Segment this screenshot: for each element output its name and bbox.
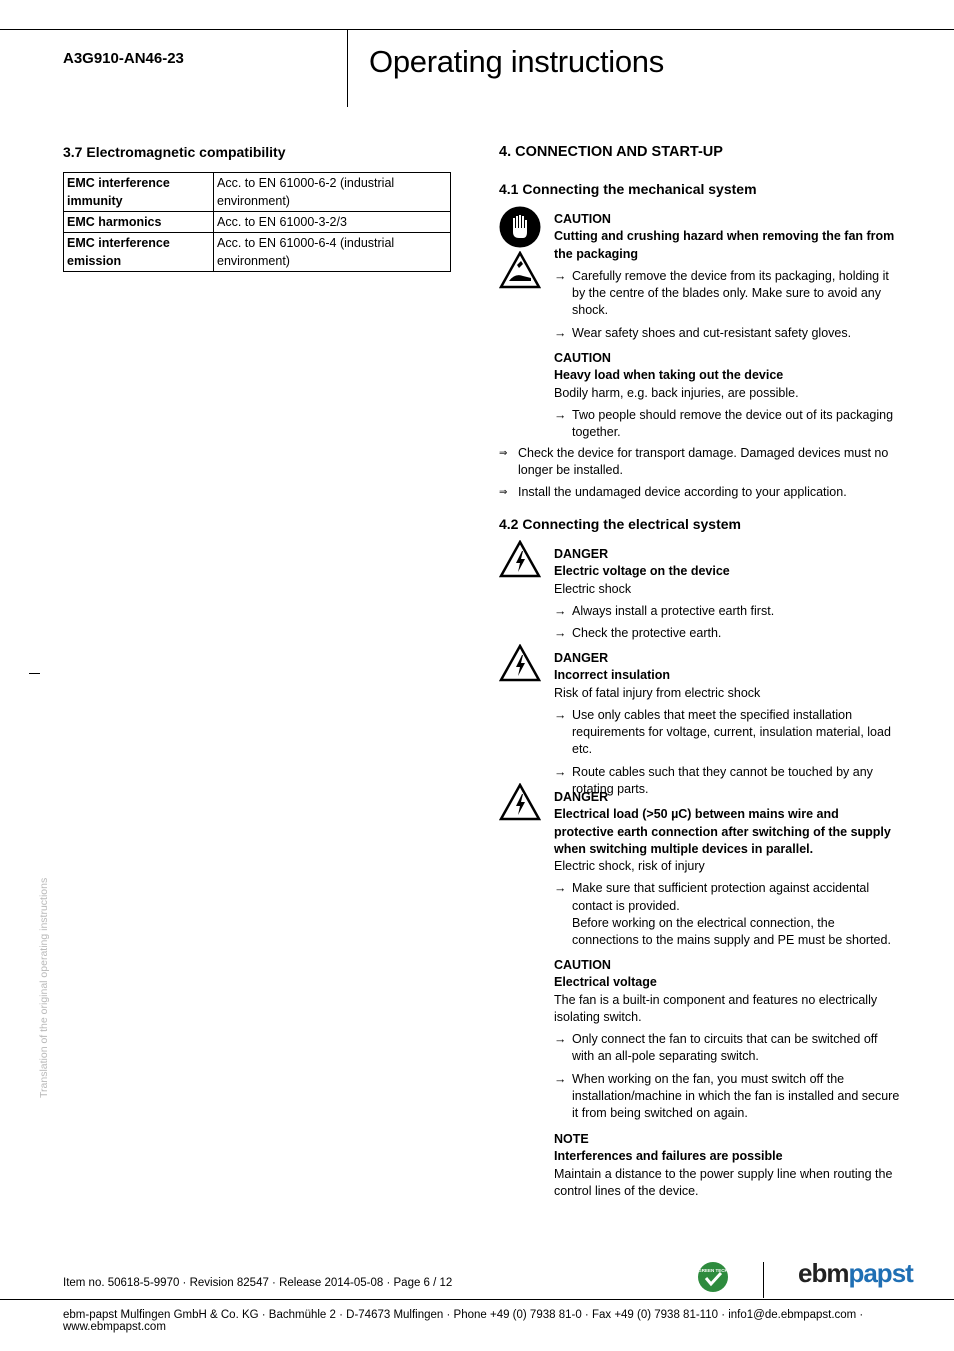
caution-text: Bodily harm, e.g. back injuries, are possible. — [554, 385, 799, 400]
caution-cutting-block — [554, 211, 900, 342]
caution-electrical-voltage-block — [554, 957, 900, 1123]
model-number: A3G910-AN46-23 — [63, 50, 184, 67]
instruction-item: → Use only cables that meet the specified installation requirements for voltage, current, insulation material, load etc. — [554, 707, 900, 759]
table-cell-key: EMC harmonics — [64, 212, 214, 233]
section-heading-electrical: 4.2 Connecting the electrical system — [499, 516, 741, 532]
instruction-item: → Carefully remove the device from its packaging, holding it by the centre of the blades only. Make sure to avoid any shock. — [554, 268, 900, 320]
footer-rule — [0, 1299, 954, 1300]
caution-subtitle: Cutting and crushing hazard when removing the fan from the packaging — [554, 229, 895, 261]
table-cell-key: EMC interference emission — [64, 233, 214, 272]
caution-heavy-block — [554, 350, 900, 441]
brand-logo-part: ebm — [798, 1258, 849, 1288]
caution-label: CAUTION — [554, 351, 611, 365]
instruction-item: → Wear safety shoes and cut-resistant safety gloves. — [554, 325, 900, 342]
instruction-item: → Make sure that sufficient protection against accidental contact is provided. — [554, 880, 900, 915]
table-cell-key: EMC interference immunity — [64, 173, 214, 212]
hand-crush-warning-icon — [499, 251, 541, 289]
danger-electrical-load-block — [554, 789, 900, 950]
side-note: Translation of the original operating instructions — [38, 877, 50, 1098]
high-voltage-warning-icon — [499, 783, 541, 821]
danger-voltage-block — [554, 546, 900, 642]
caution-label: CAUTION — [554, 958, 611, 972]
instruction-item: → Route cables such that they cannot be touched by any rotating parts. — [554, 764, 900, 799]
footer-item-line: Item no. 50618-5-9970 · Revision 82547 · Release 2014-05-08 · Page 6 / 12 — [63, 1277, 453, 1289]
danger-subtitle: Incorrect insulation — [554, 668, 670, 683]
caution-subtitle: Heavy load when taking out the device — [554, 368, 784, 383]
caution-label: CAUTION — [554, 212, 611, 226]
check-item: ⇒ Check the device for transport damage. Damaged devices must no longer be installed. — [499, 445, 899, 480]
page-title: Operating instructions — [369, 44, 664, 79]
caution-text: The fan is a built-in component and features no electrically isolating switch. — [554, 992, 878, 1024]
header-divider — [347, 29, 348, 107]
table-cell-value: Acc. to EN 61000-6-4 (industrial environment) — [214, 233, 451, 272]
danger-text: Risk of fatal injury from electric shock — [554, 685, 761, 700]
instruction-item: → Two people should remove the device out of its packaging together. — [554, 407, 900, 442]
danger-subtitle: Electrical load (>50 µC) between mains wire and protective earth connection after switching of the supply when switching multiple devices in parallel. — [554, 807, 891, 856]
check-item: ⇒ Install the undamaged device according to your application. — [499, 484, 899, 501]
instruction-item-continued: Before working on the electrical connection, the connections to the mains supply and PE must be shorted. — [572, 916, 891, 948]
instruction-item: → When working on the fan, you must switch off the installation/machine in which the fan is installed and secure it from being switched on again. — [554, 1071, 900, 1123]
brand-logo-part: papst — [848, 1258, 913, 1288]
section-heading-emc: 3.7 Electromagnetic compatibility — [63, 144, 286, 160]
danger-text: Electric shock, risk of injury — [554, 859, 705, 874]
danger-text: Electric shock — [554, 581, 632, 596]
footer-divider — [763, 1262, 764, 1298]
section-heading-mechanical: 4.1 Connecting the mechanical system — [499, 181, 757, 197]
gloves-icon — [499, 206, 541, 248]
chapter-heading: 4. CONNECTION AND START-UP — [499, 144, 723, 160]
instruction-item: → Only connect the fan to circuits that can be switched off with an all-pole separating switch. — [554, 1031, 900, 1066]
green-tech-logo — [698, 1262, 728, 1292]
table-cell-value: Acc. to EN 61000-3-2/3 — [214, 212, 451, 233]
high-voltage-warning-icon — [499, 540, 541, 578]
table-cell-value: Acc. to EN 61000-6-2 (industrial environment) — [214, 173, 451, 212]
danger-label: DANGER — [554, 547, 609, 561]
fold-mark — [29, 673, 40, 674]
caution-subtitle: Electrical voltage — [554, 975, 657, 990]
note-block — [554, 1131, 900, 1200]
checkmark-icon — [698, 1262, 728, 1292]
header-top-rule — [0, 29, 954, 30]
green-tech-label: GREEN TECH — [698, 1268, 728, 1273]
brand-logo — [798, 1258, 913, 1289]
footer-company-line: ebm-papst Mulfingen GmbH & Co. KG · Bachmühle 2 · D-74673 Mulfingen · Phone +49 (0) 7938 81-0 · Fax +49 (0) 7938 81-110 · info1@de.ebmpapst.com · www.ebmpapst.com — [63, 1309, 864, 1333]
table-row — [64, 212, 451, 233]
instruction-item: → Always install a protective earth first. — [554, 603, 900, 620]
danger-label: DANGER — [554, 651, 609, 665]
danger-insulation-block — [554, 650, 900, 798]
emc-table — [63, 172, 451, 272]
note-text: Maintain a distance to the power supply line when routing the control lines of the device. — [554, 1166, 893, 1198]
table-row — [64, 233, 451, 272]
note-subtitle: Interferences and failures are possible — [554, 1149, 783, 1164]
danger-subtitle: Electric voltage on the device — [554, 564, 730, 579]
high-voltage-warning-icon — [499, 644, 541, 682]
instruction-item: → Check the protective earth. — [554, 625, 900, 642]
note-label: NOTE — [554, 1132, 589, 1146]
table-row — [64, 173, 451, 212]
danger-label: DANGER — [554, 790, 609, 804]
